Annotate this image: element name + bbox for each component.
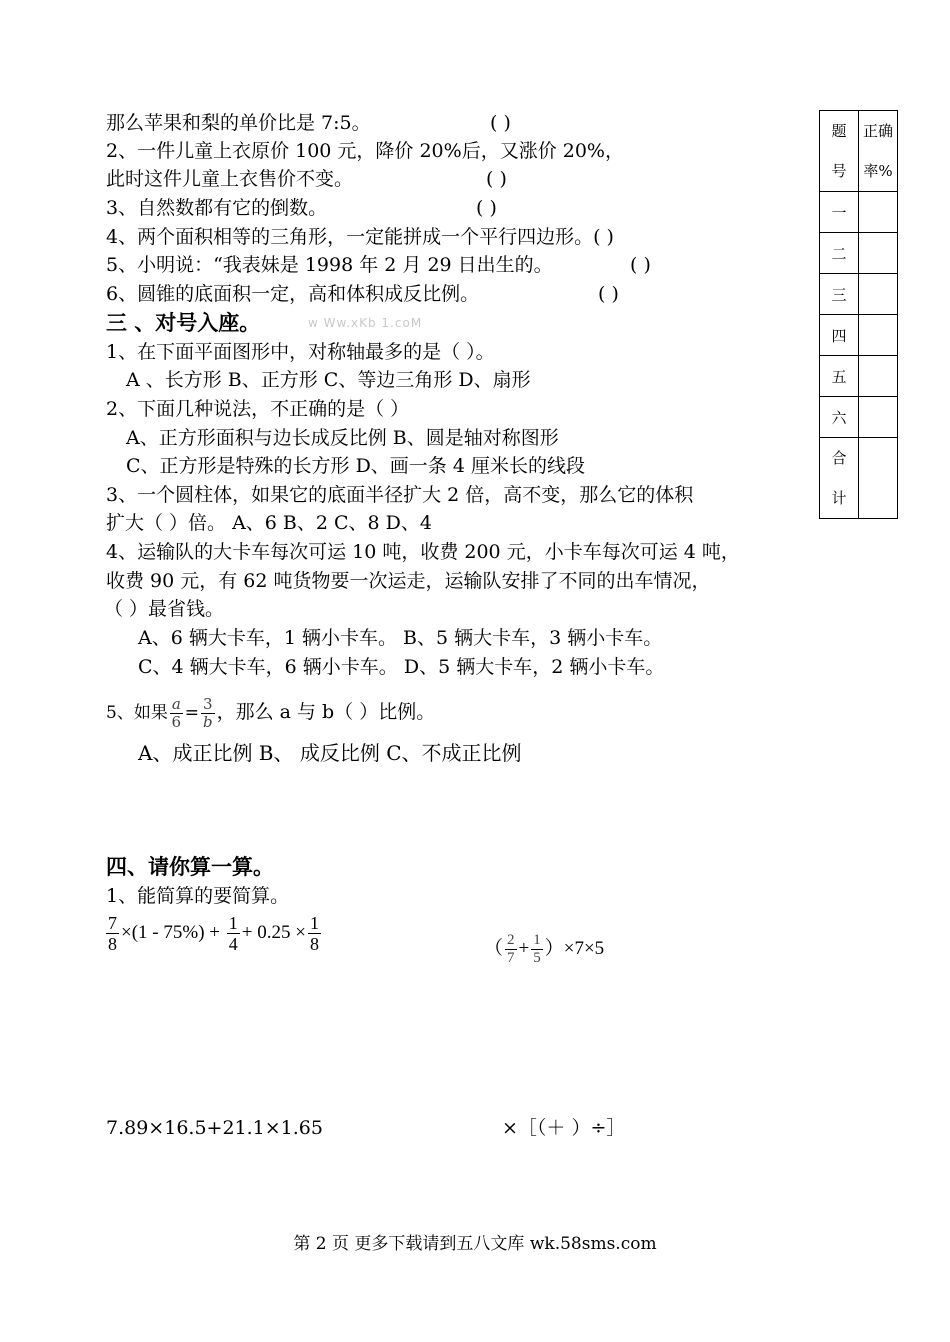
plus-sign: + [518, 937, 530, 959]
judge-line-5: 5、小明说：“我表妹是 1998 年 2 月 29 日出生的。 [106, 254, 553, 276]
score-cell [859, 356, 898, 397]
row-label: 三 [820, 274, 859, 315]
mc-q5 [106, 690, 435, 735]
mc-q5-options: A、成正比例 B、 成反比例 C、不成正比例 [138, 741, 522, 765]
mc-q2-options-a: A、正方形面积与边长成反比例 B、圆是轴对称图形 [126, 427, 559, 449]
judge-line-1: 那么苹果和梨的单价比是 7:5。 [106, 112, 371, 134]
mc-q1: 1、在下面平面图形中，对称轴最多的是（ ）。 [106, 341, 495, 363]
equals-sign: = [184, 703, 200, 723]
judge-line-3: 3、自然数都有它的倒数。 [106, 197, 328, 219]
judge-paren-3: ( ) [476, 197, 497, 219]
calc-instruction: 1、能简算的要简算。 [106, 885, 290, 907]
header-text: 号 [831, 162, 847, 180]
fraction-denominator: 4 [228, 934, 238, 954]
judge-line-2b: 此时这件儿童上衣售价不变。 [106, 168, 354, 190]
header-question-number [820, 111, 859, 192]
section-4-title: 四、请你算一算。 [106, 854, 274, 879]
fraction-1-over-4 [227, 913, 240, 954]
mc-q1-options: A 、长方形 B、正方形 C、等边三角形 D、扇形 [126, 369, 531, 391]
fraction-denominator: 6 [171, 712, 182, 731]
fraction-3-over-b [201, 696, 215, 731]
mc-q4-line3: （ ）最省钱。 [104, 598, 225, 620]
fraction-numerator: 2 [507, 932, 515, 948]
expression-3: 7.89×16.5+21.1×1.65 [106, 1117, 323, 1139]
score-cell [859, 274, 898, 315]
fraction-denominator: 5 [533, 950, 541, 966]
score-cell-total [859, 438, 898, 519]
fraction-numerator: 7 [108, 913, 117, 933]
row-label: 六 [820, 397, 859, 438]
row-label: 一 [820, 192, 859, 233]
fraction-1-over-8 [308, 913, 321, 954]
score-cell [859, 397, 898, 438]
judge-paren-5: ( ) [630, 254, 651, 276]
judge-line-6: 6、圆锥的底面积一定，高和体积成反比例。 [106, 283, 480, 305]
mc-q5-suffix: ，那么 a 与 b（ ）比例。 [216, 701, 436, 723]
mc-q2: 2、下面几种说法，不正确的是（ ） [106, 398, 410, 420]
expression-4: ×［（＋ ）÷］ [502, 1117, 626, 1139]
fraction-denominator: 8 [108, 934, 117, 954]
fraction-1-over-5 [531, 932, 543, 967]
judge-paren-6: ( ) [598, 283, 619, 305]
fraction-numerator: 1 [228, 913, 238, 933]
row-label: 四 [820, 315, 859, 356]
mc-q5-prefix: 5、如果 [106, 703, 168, 723]
header-text: 题 [831, 122, 847, 140]
fraction-a-over-6 [170, 696, 183, 731]
paren-open: （ [484, 937, 504, 959]
judge-line-2: 2、一件儿童上衣原价 100 元，降价 20%后，又涨价 20%， [106, 140, 624, 162]
watermark: w Ww.xKb 1.coM [308, 316, 423, 330]
expression-2 [484, 932, 604, 967]
header-text: 正确 [862, 122, 893, 140]
fraction-2-over-7 [505, 932, 517, 967]
judge-paren-2: ( ) [486, 168, 507, 190]
mc-q4-line2: 收费 90 元，有 62 吨货物要一次运走，运输队安排了不同的出车情况， [106, 570, 711, 592]
fraction-numerator: a [171, 694, 181, 713]
expression-1-middle: ×(1 - 75%) + [121, 921, 220, 943]
expression-1-middle-2: + 0.25 × [241, 921, 306, 943]
fraction-numerator: 3 [203, 694, 213, 713]
fraction-denominator: 7 [507, 950, 515, 966]
score-table [819, 110, 898, 519]
mc-q4: 4、运输队的大卡车每次可运 10 吨，收费 200 元，小卡车每次可运 4 吨， [106, 541, 740, 563]
row-label: 二 [820, 233, 859, 274]
mc-q4-options-a: A、6 辆大卡车，1 辆小卡车。 B、5 辆大卡车，3 辆小卡车。 [138, 627, 663, 649]
expression-1 [104, 913, 323, 954]
row-total [820, 438, 859, 519]
mc-q3: 3、一个圆柱体，如果它的底面半径扩大 2 倍，高不变，那么它的体积 [106, 484, 694, 506]
total-text: 合 [831, 449, 847, 467]
score-cell [859, 192, 898, 233]
fraction-7-over-8 [106, 913, 119, 954]
fraction-denominator: b [203, 712, 213, 731]
mc-q3-options: 扩大（ ）倍。 A、6 B、2 C、8 D、4 [106, 512, 433, 534]
judge-line-4: 4、两个面积相等的三角形，一定能拼成一个平行四边形。( ) [106, 226, 614, 248]
mc-q4-options-b: C、4 辆大卡车，6 辆小卡车。 D、5 辆大卡车，2 辆小卡车。 [138, 656, 665, 678]
row-label: 五 [820, 356, 859, 397]
section-3-title: 三 、对号入座。 [106, 310, 261, 335]
fraction-numerator: 1 [309, 913, 319, 933]
page-footer: 第 2 页 更多下载请到五八文库 wk.58sms.com [293, 1234, 657, 1254]
mc-q2-options-b: C、正方形是特殊的长方形 D、画一条 4 厘米长的线段 [126, 455, 585, 477]
score-cell [859, 233, 898, 274]
header-accuracy [859, 111, 898, 192]
total-text: 计 [831, 489, 847, 507]
header-text: 率% [863, 162, 893, 180]
fraction-numerator: 1 [533, 932, 541, 948]
fraction-denominator: 8 [309, 934, 319, 954]
score-cell [859, 315, 898, 356]
judge-paren-1: ( ) [490, 112, 511, 134]
expression-2-tail: ）×7×5 [544, 937, 605, 959]
